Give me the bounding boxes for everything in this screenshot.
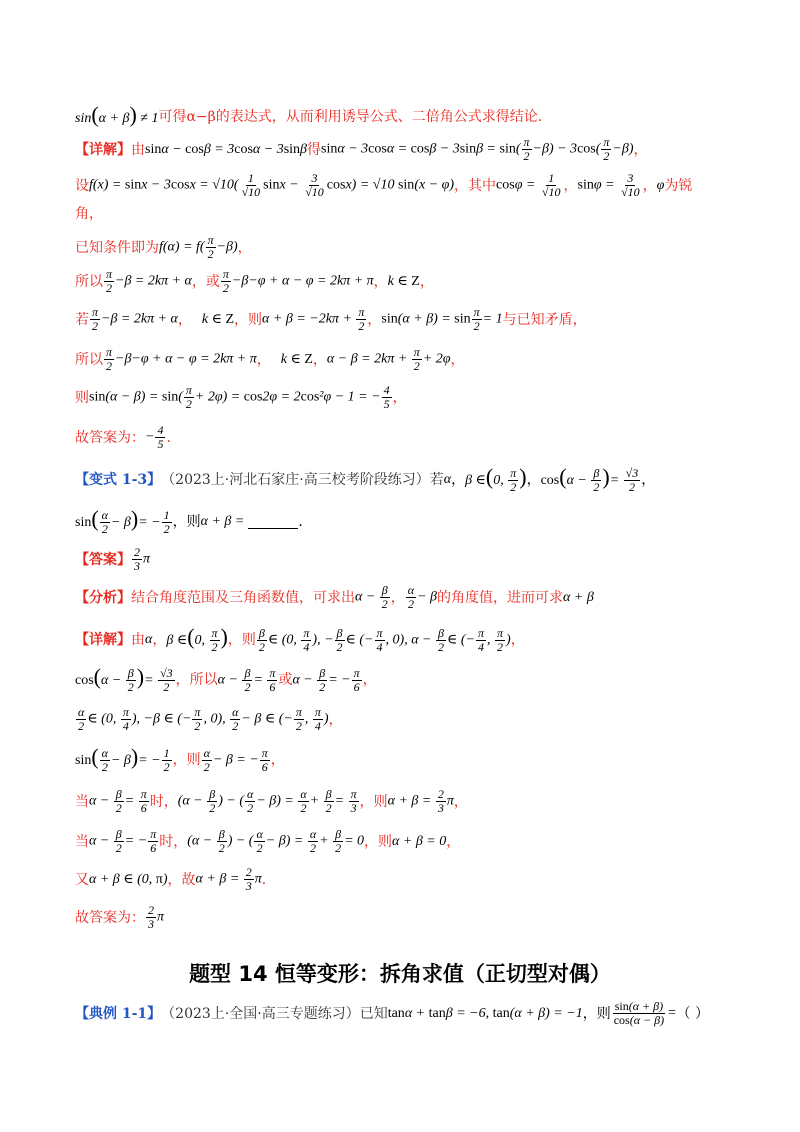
- line-3: 设 f(x) = sinx − 3cosx = √10( $\frac{1}{√10}$ sinx − $\frac{3}{√10}$ cosx) = √10 sin(x − φ) ，其中 cosφ = $\frac{1}{√10}$ ， sinφ = $\frac{3}{√10}$ ， φ 为锐: [75, 171, 693, 199]
- detail2-line-2: cos(α − $\frac{\beta}{2}$ )= $\frac{√3}{2}$ ，所以 α − $\frac{\beta}{2}$ = $\frac{\pi}{6}$ 或 α − $\frac{\beta}{2}$ = − $\frac{\pi}{6}$ ，: [75, 664, 377, 695]
- line-7: 若 $\frac{\pi}{2}$ −β = 2kπ + α ， k ∈ Z ，则 α + β = −2kπ + $\frac{\pi}{2}$ ， sin(α + β) = sin $\frac{\pi}{2}$ = 1 与已知矛盾，: [75, 305, 587, 333]
- detail2-line-3: $\frac{\alpha}{2}$ ∈ (0, $\frac{\pi}{4}$ ), −β ∈ (− $\frac{\pi}{2}$ , 0), $\frac{\alpha}{2}$ − β ∈ (− $\frac{\pi}{2}$ , $\frac{\pi}{4}$ ) ，: [78, 705, 343, 733]
- line-4: 角，: [75, 206, 103, 222]
- detail2-line-5: 当 α − $\frac{\beta}{2}$ = $\frac{\pi}{6}$ 时， (α − $\frac{\beta}{2}$ ) − ( $\frac{\alpha}{2}$ − β) = $\frac{\alpha}{2}$ + $\frac{\beta}{2}$ = $\frac{\pi}{3}$ ，则 α + β = $\frac{2}{3}$ π ，: [75, 787, 468, 815]
- detail-label: 【详解】: [75, 141, 131, 158]
- line-1: sin(α + β) ≠ 1 可得α−β的表达式，从而利用诱导公式、二倍角公式求得结论．: [75, 102, 552, 127]
- example-line: 【典例 1-1】 （2023上·全国·高三专题练习）已知 tanα + tanβ = −6, tan(α + β) = −1 ，则 $\frac{\sin(\alpha + \beta)}{\cos(\alpha - \beta)}$ = （ ）: [75, 999, 709, 1027]
- answer-line: 【答案】 $\frac{2}{3}$ π: [75, 545, 151, 573]
- line-10: 故答案为： − $\frac{4}{5}$ ．: [75, 423, 181, 451]
- detail2-line-1: 【详解】 由 α ， β ∈(0, $\frac{\pi}{2}$ ) ，则 $\frac{\beta}{2}$ ∈ (0, $\frac{\pi}{4}$ ), − $\frac{\beta}{2}$ ∈ (− $\frac{\pi}{4}$ , 0), α − $\frac{\beta}{2}$ ∈ (− $\frac{\pi}{4}$ , $\frac{\pi}{2}$ ) ，: [75, 624, 525, 655]
- analysis-line: 【分析】 结合角度范围及三角函数值，可求出 α − $\frac{\beta}{2}$ ， $\frac{\alpha}{2}$ − β 的角度值，进而可求 α + β: [75, 583, 594, 611]
- line-8: 所以 $\frac{\pi}{2}$ −β−φ + α − φ = 2kπ + π ， k ∈ Z ， α − β = 2kπ + $\frac{\pi}{2}$ + 2φ ，: [75, 345, 465, 373]
- detail2-line-7: 又 α + β ∈ (0, π) ，故 α + β = $\frac{2}{3}$ π ．: [75, 865, 276, 893]
- section-heading: 题型 14 恒等变形：拆角求值（正切型对偶）: [189, 962, 611, 986]
- line-9: 则 sin(α − β) = sin( $\frac{\pi}{2}$ + 2φ) = cos2φ = 2cos²φ − 1 = − $\frac{4}{5}$ ，: [75, 383, 407, 411]
- l1-tail: 可得α−β的表达式，从而利用诱导公式、二倍角公式求得结论．: [158, 108, 552, 125]
- variant-line-2: sin( $\frac{\alpha}{2}$ − β)= − $\frac{1}{2}$ ，则 α + β = ．: [75, 506, 313, 537]
- detail2-line-4: sin( $\frac{\alpha}{2}$ − β)= − $\frac{1}{2}$ ，则 $\frac{\alpha}{2}$ − β = − $\frac{\pi}{6}$ ，: [75, 744, 285, 775]
- variant-header: 【变式 1-3】 （2023上·河北石家庄·高三校考阶段练习）若 α ， β ∈(0, $\frac{\pi}{2}$ ) ， cos(α − $\frac{\beta}{2}$ )= $\frac{√3}{2}$ ，: [75, 464, 656, 495]
- line-6: 所以 $\frac{\pi}{2}$ −β = 2kπ + α ，或 $\frac{\pi}{2}$ −β−φ + α − φ = 2kπ + π ， k ∈ Z ，: [75, 267, 434, 295]
- detail2-line-6: 当 α − $\frac{\beta}{2}$ = − $\frac{\pi}{6}$ 时， (α − $\frac{\beta}{2}$ ) − ( $\frac{\alpha}{2}$ − β) = $\frac{\alpha}{2}$ + $\frac{\beta}{2}$ = 0 ，则 α + β = 0 ，: [75, 827, 461, 855]
- answer2-line: 故答案为： $\frac{2}{3}$ π: [75, 903, 165, 931]
- line-5: 已知条件即为 f(α) = f( $\frac{\pi}{2}$ −β) ，: [75, 233, 252, 261]
- answer-blank: [248, 516, 298, 529]
- line-2: 【详解】 由 sinα − cosβ = 3cosα − 3sinβ 得 sinα − 3cosα = cosβ − 3sinβ = sin( $\frac{\pi}{2}$ −β) − 3cos( $\frac{\pi}{2}$ −β) ，: [75, 135, 648, 163]
- example-label: 【典例 1-1】: [75, 1005, 162, 1022]
- variant-label: 【变式 1-3】: [75, 472, 162, 489]
